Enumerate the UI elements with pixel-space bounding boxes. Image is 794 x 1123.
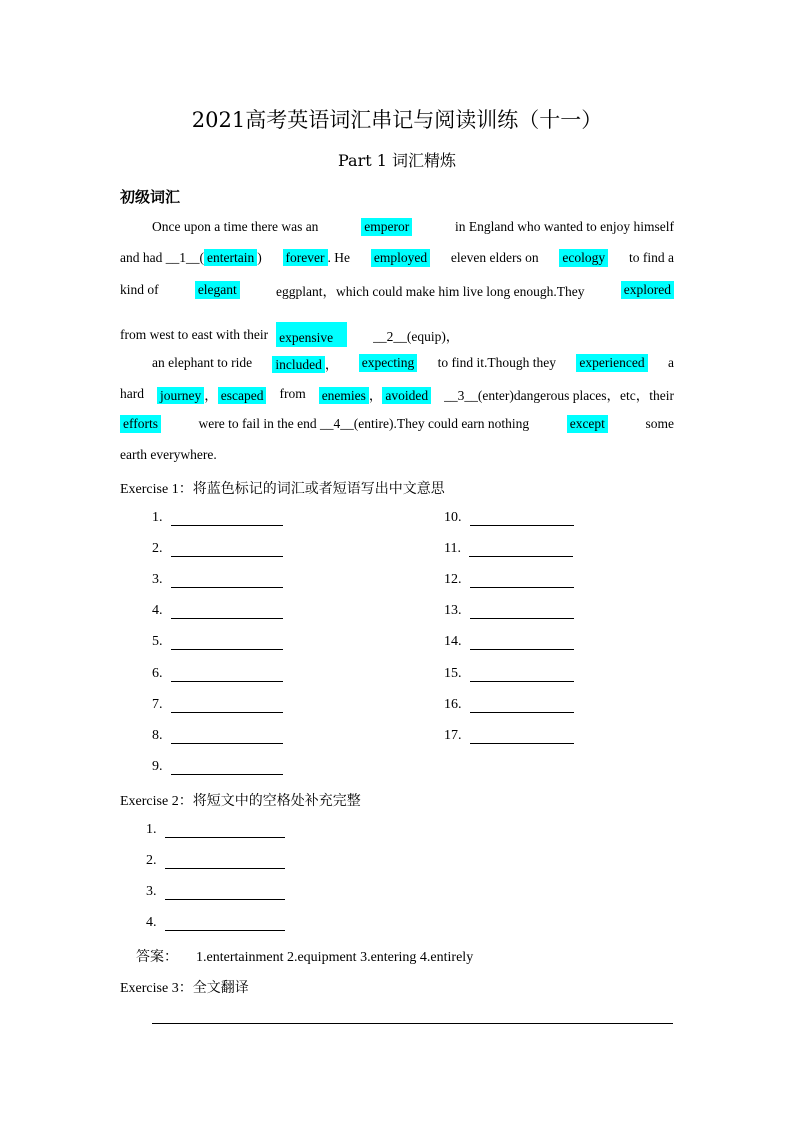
- answer-blank[interactable]: [470, 635, 574, 650]
- ex1-item-14: [444, 634, 574, 650]
- highlighted-word: ecology: [559, 249, 608, 267]
- item-number: 14.: [444, 634, 462, 649]
- answer-blank[interactable]: [171, 604, 283, 619]
- exercise-3-heading: [120, 977, 249, 997]
- part-subtitle: Part 1 词汇精炼: [337, 151, 457, 170]
- ex1-item-8: [152, 728, 283, 744]
- item-number: 2.: [146, 853, 157, 868]
- item-number: 8.: [152, 728, 163, 743]
- exercise-instruction: 将蓝色标记的词汇或者短语写出中文意思: [192, 481, 445, 497]
- answer-blank[interactable]: [171, 698, 283, 713]
- highlighted-word: efforts: [120, 415, 161, 433]
- passage-line-8: [120, 447, 674, 463]
- ex1-item-15: [444, 666, 574, 682]
- highlighted-word: escaped: [218, 387, 267, 404]
- ex1-item-1: [152, 510, 283, 526]
- passage-text: Once upon a time there was an: [152, 219, 319, 234]
- passage-text: some: [645, 416, 674, 431]
- passage-text: . He: [327, 250, 351, 265]
- answer-blank[interactable]: [470, 573, 574, 588]
- answer-blank[interactable]: [171, 573, 283, 588]
- passage-text: ，: [204, 388, 218, 403]
- item-number: 4.: [152, 603, 163, 618]
- answer-blank[interactable]: [165, 916, 285, 931]
- answer-blank[interactable]: [470, 667, 574, 682]
- passage-text: ，: [368, 388, 383, 403]
- item-number: 6.: [152, 666, 163, 681]
- passage-text: ): [257, 250, 262, 265]
- answer-text: 1.entertainment 2.equipment 3.entering 4.entirely: [196, 950, 474, 965]
- ex2-item-3: [146, 884, 285, 900]
- passage-text: __2__(equip)，: [373, 328, 460, 344]
- answer-blank[interactable]: [165, 823, 285, 838]
- highlighted-word: expensive: [276, 322, 347, 347]
- passage-line-5: [152, 353, 674, 373]
- ex1-item-12: [444, 572, 574, 588]
- answer-blank[interactable]: [171, 635, 283, 650]
- ex1-item-6: [152, 666, 283, 682]
- exercise-instruction: 全文翻译: [192, 980, 249, 996]
- ex2-item-1: [146, 822, 285, 838]
- highlighted-word: entertain: [204, 249, 257, 266]
- answer-blank[interactable]: [165, 885, 285, 900]
- exercise-1-heading: [120, 478, 445, 498]
- item-number: 3.: [152, 572, 163, 587]
- item-number: 11.: [444, 541, 461, 556]
- ex1-item-7: [152, 697, 283, 713]
- ex1-item-13: [444, 603, 574, 619]
- answer-blank[interactable]: [470, 511, 574, 526]
- translation-answer-line[interactable]: [152, 1023, 673, 1024]
- highlighted-word: except: [567, 415, 608, 433]
- passage-text: an elephant to ride: [152, 355, 253, 370]
- passage-text: in England who wanted to enjoy himself: [455, 219, 674, 234]
- answer-blank[interactable]: [171, 511, 283, 526]
- section-label: 初级词汇: [120, 188, 181, 206]
- exercise-instruction: 将短文中的空格处补充完整: [192, 793, 361, 809]
- highlighted-word: emperor: [361, 218, 412, 236]
- passage-text: hard: [120, 386, 144, 401]
- passage-text: a: [667, 355, 674, 370]
- answer-label: 答案：: [136, 949, 178, 965]
- item-number: 7.: [152, 697, 163, 712]
- answer-key: [136, 946, 473, 966]
- passage-text: earth everywhere.: [120, 447, 217, 462]
- passage-text: ，: [324, 357, 339, 372]
- item-number: 1.: [146, 822, 157, 837]
- passage-line-7: [120, 415, 674, 433]
- passage-text: to find it.Though they: [437, 355, 557, 370]
- ex1-item-9: [152, 759, 283, 775]
- passage-text: were to fail in the end __4__(entire).They could earn nothing: [198, 416, 530, 431]
- item-number: 16.: [444, 697, 462, 712]
- item-number: 9.: [152, 759, 163, 774]
- passage-text: eggplant，which could make him live long enough.They: [275, 284, 585, 299]
- ex2-item-4: [146, 915, 285, 931]
- item-number: 10.: [444, 510, 462, 525]
- passage-text: kind of: [120, 282, 159, 297]
- ex1-item-4: [152, 603, 283, 619]
- highlighted-word: journey: [157, 387, 204, 404]
- highlighted-word: forever: [283, 249, 328, 266]
- answer-blank[interactable]: [171, 760, 283, 775]
- passage-line-4: [120, 322, 674, 347]
- exercise-label: Exercise 1：: [120, 482, 193, 497]
- answer-blank[interactable]: [470, 698, 574, 713]
- item-number: 15.: [444, 666, 462, 681]
- ex2-item-2: [146, 853, 285, 869]
- passage-text: from: [279, 386, 306, 401]
- passage-line-1: [152, 218, 674, 236]
- exercise-2-heading: [120, 790, 361, 810]
- passage-text: and had __1__(: [120, 250, 204, 265]
- answer-blank[interactable]: [165, 854, 285, 869]
- passage-text: eleven elders on: [450, 250, 539, 265]
- highlighted-word: employed: [371, 249, 430, 267]
- highlighted-word: expecting: [359, 354, 417, 372]
- item-number: 1.: [152, 510, 163, 525]
- passage-line-3: [120, 280, 674, 300]
- ex1-item-17: [444, 728, 574, 744]
- item-number: 5.: [152, 634, 163, 649]
- passage-line-2: [120, 249, 674, 267]
- answer-blank[interactable]: [171, 729, 283, 744]
- answer-blank[interactable]: [470, 604, 574, 619]
- answer-blank[interactable]: [171, 667, 283, 682]
- ex1-item-11: [444, 541, 573, 557]
- ex1-item-10: [444, 510, 574, 526]
- ex1-item-5: [152, 634, 283, 650]
- highlighted-word: avoided: [382, 387, 431, 404]
- ex1-item-16: [444, 697, 574, 713]
- item-number: 17.: [444, 728, 462, 743]
- passage-line-6: [120, 384, 674, 404]
- item-number: 4.: [146, 915, 157, 930]
- highlighted-word: elegant: [195, 281, 240, 299]
- answer-blank[interactable]: [469, 542, 573, 557]
- highlighted-word: experienced: [576, 354, 647, 372]
- exercise-label: Exercise 3：: [120, 981, 193, 996]
- passage-text: __3__(enter)dangerous places，etc，their: [444, 388, 674, 403]
- passage-text: from west to east with their: [120, 326, 269, 342]
- page-title: 2021高考英语词汇串记与阅读训练（十一）: [191, 108, 603, 132]
- answer-blank[interactable]: [171, 542, 283, 557]
- ex1-item-2: [152, 541, 283, 557]
- item-number: 3.: [146, 884, 157, 899]
- highlighted-word: included: [272, 356, 325, 373]
- item-number: 2.: [152, 541, 163, 556]
- answer-blank[interactable]: [470, 729, 574, 744]
- item-number: 12.: [444, 572, 462, 587]
- exercise-label: Exercise 2：: [120, 794, 193, 809]
- passage-text: to find a: [628, 250, 674, 265]
- item-number: 13.: [444, 603, 462, 618]
- highlighted-word: enemies: [319, 387, 369, 404]
- ex1-item-3: [152, 572, 283, 588]
- highlighted-word: explored: [621, 281, 674, 299]
